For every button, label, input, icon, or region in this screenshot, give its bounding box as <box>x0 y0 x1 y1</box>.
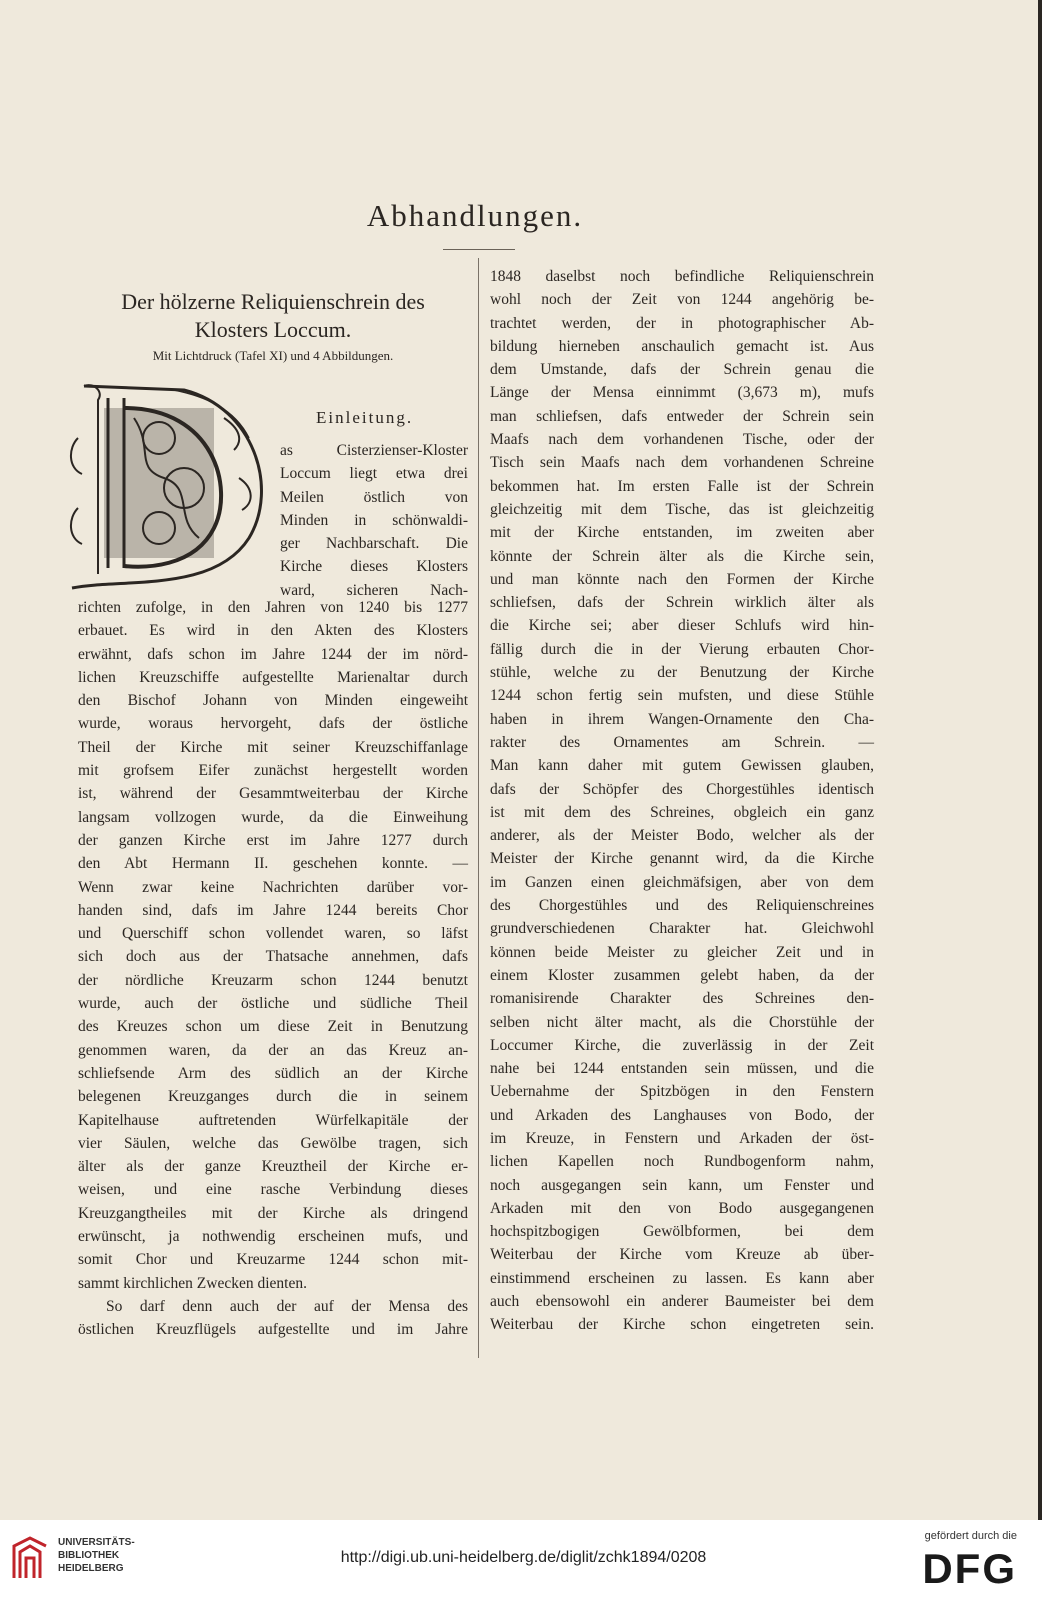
library-name-line: HEIDELBERG <box>58 1563 124 1574</box>
text-line: Kreuzgangtheiles mit der Kirche als dringend <box>78 1204 468 1222</box>
left-column <box>78 288 468 1342</box>
text-line: 1244 schon fertig sein mufsten, und diese Stühle <box>490 687 874 705</box>
text-line: Maafs nach dem vorhandenen Tische, oder der <box>490 431 874 449</box>
text-line: selben nicht älter macht, als die Chorstühle der <box>490 1013 874 1031</box>
decorated-initial-d <box>64 378 264 596</box>
text-line: haben in ihrem Wangen-Ornamente den Cha- <box>490 710 874 728</box>
text-line: Man kann daher mit gutem Gewissen glauben, <box>490 757 874 775</box>
text-line: mit der Kirche entstanden, im zweiten aber <box>490 524 874 542</box>
text-line: wohl noch der Zeit von 1244 angehörig be- <box>490 291 874 309</box>
dropcap-wrapped-text <box>280 439 468 602</box>
text-line: der ganzen Kirche erst im Jahre 1277 durch <box>78 831 468 849</box>
text-line: und Arkaden des Langhauses von Bodo, der <box>490 1106 874 1124</box>
heading-rule <box>443 249 515 250</box>
text-line: dafs der Schöpfer des Chorgestühles identisch <box>490 780 874 798</box>
text-line: anderer, als der Meister Bodo, welcher als der <box>490 827 874 845</box>
text-line: Kapitelhause auftretenden Würfelkapitäle der <box>78 1111 468 1129</box>
text-line: sammt kirchlichen Zwecken dienten. <box>78 1274 307 1292</box>
text-line: ward, sicheren Nach- <box>280 581 468 599</box>
text-line: Loccumer Kirche, die zuverlässig in der Zeit <box>490 1036 874 1054</box>
text-line: hochspitzbogigen Gewölbformen, bei dem <box>490 1223 874 1241</box>
text-line: im Ganzen einen gleichmäfsigen, aber von dem <box>490 873 874 891</box>
permalink-url[interactable]: http://digi.ub.uni-heidelberg.de/diglit/zchk1894/0208 <box>340 1549 707 1566</box>
text-line: des Kreuzes schon um diese Zeit in Benutzung <box>78 1018 468 1036</box>
intro-subheading: Einleitung. <box>316 408 414 427</box>
text-line: genommen waren, da der an das Kreuz an- <box>78 1041 468 1059</box>
text-line: Uebernahme der Spitzbögen in den Fenstern <box>490 1083 874 1101</box>
column-divider <box>478 258 479 1358</box>
text-line: und man könnte nach den Formen der Kirche <box>490 570 874 588</box>
text-line: der nördliche Kreuzarm schon 1244 benutzt <box>78 971 468 989</box>
text-line: und Querschiff schon vollendet waren, so läfst <box>78 925 468 943</box>
article-subtitle: Mit Lichtdruck (Tafel XI) und 4 Abbildungen. <box>152 348 394 363</box>
text-line: Wenn zwar keine Nachrichten darüber vor- <box>78 878 468 896</box>
text-line: langsam vollzogen wurde, da die Einweihung <box>78 808 468 826</box>
text-line: 1848 daselbst noch befindliche Reliquienschrein <box>490 268 874 285</box>
text-line: Weiterbau der Kirche schon eingetreten sein. <box>490 1316 874 1334</box>
text-line: Meilen östlich von <box>280 488 468 506</box>
section-heading: Abhandlungen. <box>366 198 584 233</box>
article-title <box>78 288 468 344</box>
text-line: stühle, welche zu der Benutzung der Kirche <box>490 664 874 682</box>
text-line: des Chorgestühles und des Reliquienschreines <box>490 897 874 915</box>
article-title-line-2: Klosters Loccum. <box>194 317 352 342</box>
text-line: einem Kloster zusammen gelebt haben, da der <box>490 966 874 984</box>
text-line: einstimmend erscheinen zu lassen. Es kann aber <box>490 1269 874 1287</box>
text-line: Länge der Mensa einnimmt (3,673 m), mufs <box>490 384 874 402</box>
text-line: den Abt Hermann II. geschehen konnte. — <box>78 855 468 873</box>
text-line: älter als der ganze Kreuztheil der Kirche er- <box>78 1158 468 1176</box>
text-line: romanisirende Charakter des Schreines den- <box>490 990 874 1008</box>
text-line: im Kreuze, in Fenstern und Arkaden der öst- <box>490 1129 874 1147</box>
library-name-line: BIBLIOTHEK <box>58 1550 120 1561</box>
text-line: auch ebensowohl ein anderer Baumeister bei dem <box>490 1293 874 1311</box>
text-line: dem Umstande, dafs der Schrein genau die <box>490 361 874 379</box>
text-line: Weiterbau der Kirche vom Kreuze ab über- <box>490 1246 874 1264</box>
left-body-text <box>78 596 468 1342</box>
text-line: somit Chor und Kreuzarme 1244 schon mit- <box>78 1251 468 1269</box>
funding-note: gefördert durch die <box>924 1530 1017 1542</box>
text-line: erwähnt, dafs schon im Jahre 1244 der im nörd- <box>78 645 468 663</box>
text-line: den Bischof Johann von Minden eingeweiht <box>78 692 468 710</box>
text-line: lichen Kreuzschiffe aufgestellte Marienaltar durch <box>78 668 468 686</box>
text-line: können beide Meister zu gleicher Zeit und in <box>490 943 874 961</box>
text-line: ist mit dem des Schreines, obgleich ein ganz <box>490 803 874 821</box>
text-line: as Cisterzienser-Kloster <box>280 442 468 459</box>
text-line: belegenen Kreuzganges durch die in seinem <box>78 1088 468 1106</box>
library-name-line: UNIVERSITÄTS- <box>58 1537 135 1548</box>
text-line: Arkaden mit den von Bodo ausgegangenen <box>490 1199 874 1217</box>
text-line: sich doch aus der Thatsache annehmen, dafs <box>78 948 468 966</box>
text-line: die Kirche sei; aber dieser Schlufs wird hin- <box>490 617 874 635</box>
text-line: noch ausgegangen sein kann, um Fenster und <box>490 1176 874 1194</box>
text-line: erwünscht, ja nothwendig erscheinen mufs, und <box>78 1228 468 1246</box>
text-line: vier Säulen, welche das Gewölbe tragen, sich <box>78 1134 468 1152</box>
text-line: wurde, auch der östliche und südliche Theil <box>78 995 468 1013</box>
dfg-logo: DFG <box>922 1545 1017 1592</box>
text-line: fällig durch die in der Vierung erbauten Chor- <box>490 640 874 658</box>
text-line: östlichen Kreuzflügels aufgestellte und im Jahre <box>78 1321 468 1339</box>
text-line: Minden in schönwaldi- <box>280 511 468 529</box>
text-line: mit grofsem Eifer zunächst hergestellt worden <box>78 762 468 780</box>
text-line: wurde, woraus hervorgeht, dafs der östliche <box>78 715 468 733</box>
text-line: richten zufolge, in den Jahren von 1240 bis 1277 <box>78 599 468 616</box>
article-title-line-1: Der hölzerne Reliquienschrein des <box>121 289 425 314</box>
text-line: Theil der Kirche mit seiner Kreuzschiffanlage <box>78 738 468 756</box>
text-line: schliefsen, dafs der Schrein wirklich älter als <box>490 594 874 612</box>
text-line: schliefsende Arm des südlich an der Kirche <box>78 1064 468 1082</box>
text-line: ger Nachbarschaft. Die <box>280 535 468 553</box>
text-line: So darf denn auch der auf der Mensa des <box>106 1297 468 1315</box>
text-line: rakter des Ornamentes am Schrein. — <box>490 733 874 751</box>
text-line: ist, während der Gesammtweiterbau der Kirche <box>78 785 468 803</box>
right-column <box>490 265 874 1337</box>
text-line: grundverschiedenen Charakter hat. Gleichwohl <box>490 920 874 938</box>
text-line: weisen, und eine rasche Verbindung dieses <box>78 1181 468 1199</box>
text-line: Loccum liegt etwa drei <box>280 465 468 483</box>
text-line: erbauet. Es wird in den Akten des Klosters <box>78 622 468 640</box>
text-line: gleichzeitig mit dem Tische, das ist gleichzeitig <box>490 500 874 518</box>
intro-block <box>78 378 468 599</box>
text-line: lichen Kapellen noch Rundbogenform nahm, <box>490 1153 874 1171</box>
text-line: handen sind, dafs im Jahre 1244 bereits Chor <box>78 901 468 919</box>
text-line: Kirche dieses Klosters <box>280 558 468 576</box>
text-line: Tisch sein Maafs nach dem vorhandenen Schreine <box>490 454 874 472</box>
viewer-footer <box>0 1522 1047 1598</box>
text-line: man schliefsen, dafs entweder der Schrein sein <box>490 407 874 425</box>
text-line: könnte der Schrein älter als die Kirche sein, <box>490 547 874 565</box>
text-line: nahe bei 1244 entstanden sein müssen, und die <box>490 1060 874 1078</box>
text-line: bildung hierneben anschaulich gemacht ist. Aus <box>490 337 874 355</box>
text-line: bekommen hat. Im ersten Falle ist der Schrein <box>490 477 874 495</box>
text-line: Meister der Kirche genannt wird, da die Kirche <box>490 850 874 868</box>
text-line: trachtet werden, der in photographischer Ab- <box>490 314 874 332</box>
